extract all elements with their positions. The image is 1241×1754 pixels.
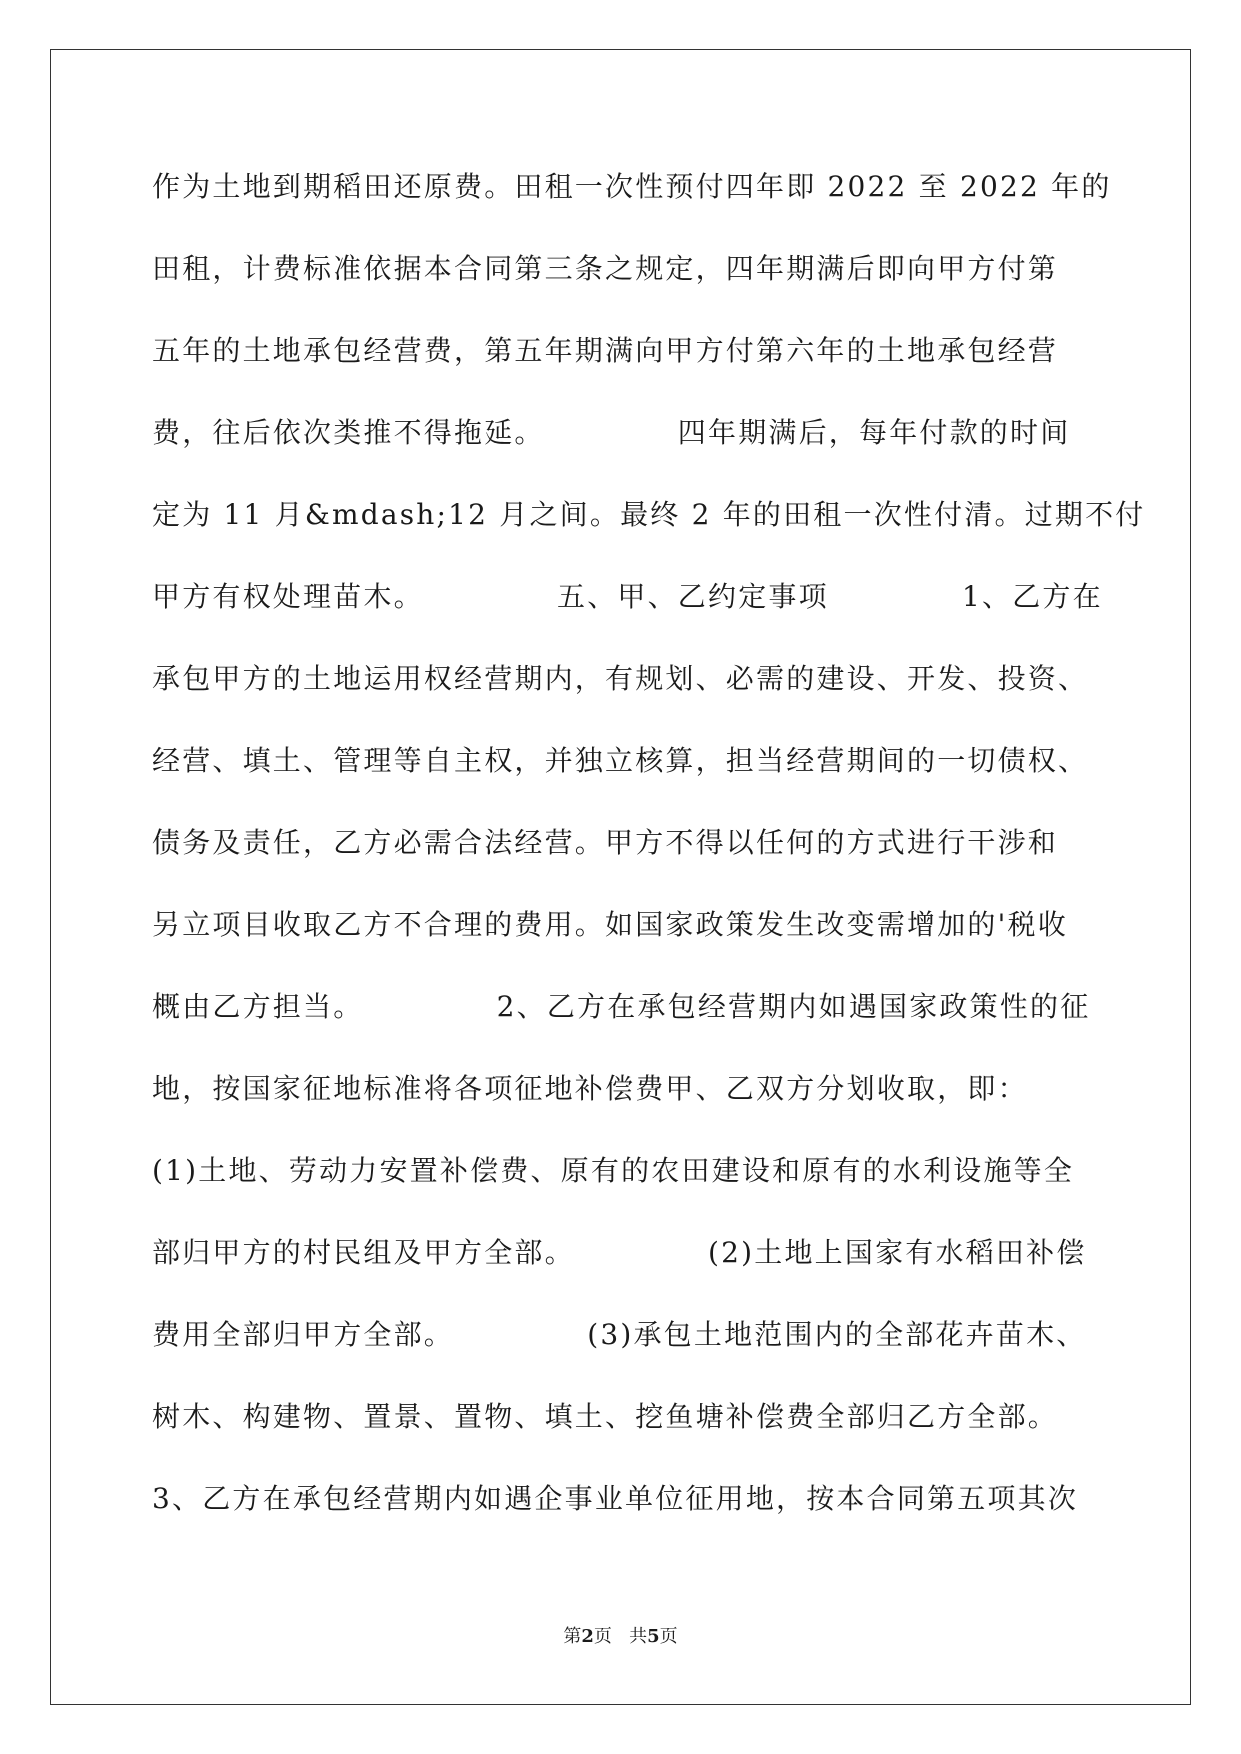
text-line: 定为 11 月&mdash;12 月之间。最终 2 年的田租一次性付清。过期不付	[152, 498, 1146, 531]
text-line: 作为土地到期稻田还原费。田租一次性预付四年即 2022 至 2022 年的	[152, 170, 1112, 203]
text-line: 田租，计费标准依据本合同第三条之规定，四年期满后即向甲方付第	[152, 252, 1059, 285]
text-line: 经营、填土、管理等自主权，并独立核算，担当经营期间的一切债权、	[152, 744, 1089, 777]
text-line: 甲方有权处理苗木。 五、甲、乙约定事项 1、乙方在	[152, 580, 1103, 613]
page-suffix: 页	[593, 1626, 612, 1647]
text-line: (1)土地、劳动力安置补偿费、原有的农田建设和原有的水利设施等全	[152, 1154, 1075, 1187]
text-line: 概由乙方担当。 2、乙方在承包经营期内如遇国家政策性的征	[152, 990, 1091, 1023]
text-line: 费用全部归甲方全部。 (3)承包土地范围内的全部花卉苗木、	[152, 1318, 1087, 1351]
text-line: 承包甲方的土地运用权经营期内，有规划、必需的建设、开发、投资、	[152, 662, 1089, 695]
text-line: 部归甲方的村民组及甲方全部。 (2)土地上国家有水稻田补偿	[152, 1236, 1087, 1269]
text-line: 树木、构建物、置景、置物、填土、挖鱼塘补偿费全部归乙方全部。	[152, 1400, 1059, 1433]
text-line: 债务及责任，乙方必需合法经营。甲方不得以任何的方式进行干涉和	[152, 826, 1059, 859]
text-line: 另立项目收取乙方不合理的费用。如国家政策发生改变需增加的'税收	[152, 908, 1068, 941]
text-line: 五年的土地承包经营费，第五年期满向甲方付第六年的土地承包经营	[152, 334, 1059, 367]
text-line: 3、乙方在承包经营期内如遇企事业单位征用地，按本合同第五项其次	[152, 1482, 1079, 1515]
page-current: 2	[581, 1626, 594, 1647]
text-line: 地，按国家征地标准将各项征地补偿费甲、乙双方分划收取，即：	[152, 1072, 1028, 1105]
page-total: 5	[647, 1626, 660, 1647]
total-suffix: 页	[659, 1626, 678, 1647]
page-footer	[0, 1622, 1241, 1648]
total-prefix: 共	[629, 1626, 648, 1647]
page-prefix: 第	[563, 1626, 582, 1647]
document-body	[152, 142, 1146, 1536]
text-line: 费，往后依次类推不得拖延。 四年期满后，每年付款的时间	[152, 416, 1071, 449]
